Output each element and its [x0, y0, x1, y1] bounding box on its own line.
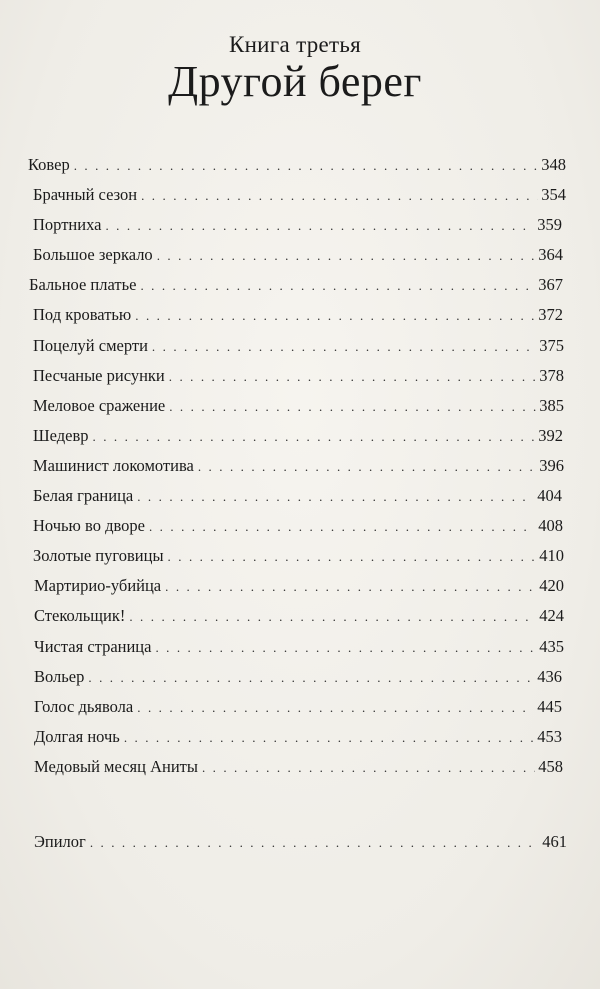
- toc-entry-title: Шедевр: [33, 425, 89, 445]
- toc-entry-page: 392: [538, 425, 563, 445]
- toc-entry-page: 385: [539, 395, 564, 415]
- toc-entry-page: 378: [539, 365, 564, 385]
- leader-dots: [135, 308, 535, 324]
- toc-row: [33, 456, 564, 486]
- toc-row: [33, 305, 563, 335]
- toc-entry-title: Медовый месяц Аниты: [34, 756, 198, 776]
- toc-row: [34, 637, 564, 667]
- leader-dots: [90, 835, 539, 851]
- leader-dots: [74, 158, 539, 174]
- toc-row: [33, 396, 564, 426]
- toc-entry-page: 375: [539, 335, 564, 355]
- toc-entry-title: Меловое сражение: [33, 395, 166, 415]
- leader-dots: [157, 248, 536, 264]
- toc-entry-page: 436: [537, 666, 562, 686]
- table-of-contents: [0, 155, 600, 787]
- toc-entry-title: Эпилог: [34, 832, 86, 851]
- leader-dots: [198, 459, 536, 475]
- toc-entry-page: 435: [539, 636, 564, 656]
- toc-row: [29, 275, 563, 305]
- toc-entry-title: Поцелуй смерти: [33, 335, 148, 355]
- toc-entry-title: Мартирио-убийца: [34, 576, 162, 596]
- toc-entry-page: 408: [538, 516, 563, 536]
- leader-dots: [93, 429, 536, 445]
- part-header: [0, 32, 600, 107]
- toc-row: [34, 727, 562, 757]
- leader-dots: [152, 339, 536, 355]
- leader-dots: [129, 609, 536, 625]
- toc-entry-page: 354: [541, 185, 566, 205]
- toc-entry-title: Брачный сезон: [33, 185, 138, 205]
- toc-entry-page: 372: [538, 305, 563, 325]
- toc-entry-title: Стекольщик!: [34, 606, 126, 626]
- toc-row: [28, 155, 566, 185]
- leader-dots: [105, 218, 534, 234]
- leader-dots: [169, 399, 536, 415]
- toc-row: [33, 546, 564, 576]
- toc-entry-title: Долгая ночь: [34, 726, 120, 746]
- toc-row: [34, 697, 562, 727]
- toc-row: [33, 516, 563, 546]
- toc-entry-page: 396: [539, 455, 564, 475]
- leader-dots: [155, 640, 536, 656]
- toc-entry-title: Ковер: [28, 155, 70, 174]
- toc-entry-title: Белая граница: [33, 486, 134, 506]
- toc-row: [33, 486, 562, 516]
- leader-dots: [124, 730, 534, 746]
- toc-row-epilog: [34, 832, 567, 862]
- toc-entry-page: 445: [537, 696, 562, 716]
- leader-dots: [165, 579, 536, 595]
- toc-row: [33, 366, 564, 396]
- toc-row: [34, 667, 562, 697]
- toc-entry-page: 453: [537, 726, 562, 746]
- toc-row: [34, 757, 563, 787]
- leader-dots: [202, 760, 535, 776]
- leader-dots: [149, 519, 535, 535]
- toc-entry-title: Голос дьявола: [34, 696, 134, 716]
- leader-dots: [137, 489, 534, 505]
- toc-row: [33, 245, 563, 275]
- leader-dots: [168, 549, 537, 565]
- toc-entry-page: 348: [541, 155, 566, 174]
- leader-dots: [169, 369, 537, 385]
- toc-entry-page: 410: [539, 546, 564, 566]
- toc-entry-title: Под кроватью: [33, 305, 132, 325]
- leader-dots: [140, 278, 535, 294]
- toc-entry-title: Машинист локомотива: [33, 455, 194, 475]
- toc-row: [33, 426, 563, 456]
- toc-entry-page: 359: [537, 215, 562, 235]
- toc-entry-title: Портниха: [33, 215, 102, 235]
- leader-dots: [141, 188, 538, 204]
- toc-entry-title: Золотые пуговицы: [33, 546, 164, 566]
- toc-entry-page: 458: [538, 756, 563, 776]
- toc-row: [34, 576, 564, 606]
- toc-entry-page: 461: [542, 832, 567, 851]
- toc-entry-page: 367: [538, 275, 563, 295]
- book-label: Книга третья: [228, 32, 362, 57]
- toc-entry-page: 404: [537, 486, 562, 506]
- toc-row: [33, 185, 566, 215]
- part-title: Другой берег: [168, 57, 422, 106]
- toc-entry-title: Ночью во дворе: [33, 516, 145, 536]
- toc-entry-page: 420: [539, 576, 564, 596]
- toc-entry-page: 364: [538, 245, 563, 265]
- toc-entry-page: 424: [539, 606, 564, 626]
- leader-dots: [88, 670, 534, 686]
- toc-row: [33, 336, 564, 366]
- toc-entry-title: Песчаные рисунки: [33, 365, 165, 385]
- toc-row: [34, 606, 564, 636]
- leader-dots: [137, 700, 534, 716]
- toc-entry-title: Вольер: [34, 666, 85, 686]
- toc-entry-title: Большое зеркало: [33, 245, 153, 265]
- toc-entry-title: Бальное платье: [29, 275, 137, 295]
- toc-row: [33, 215, 562, 245]
- toc-entry-title: Чистая страница: [34, 636, 152, 656]
- epilog-entry: [0, 832, 600, 862]
